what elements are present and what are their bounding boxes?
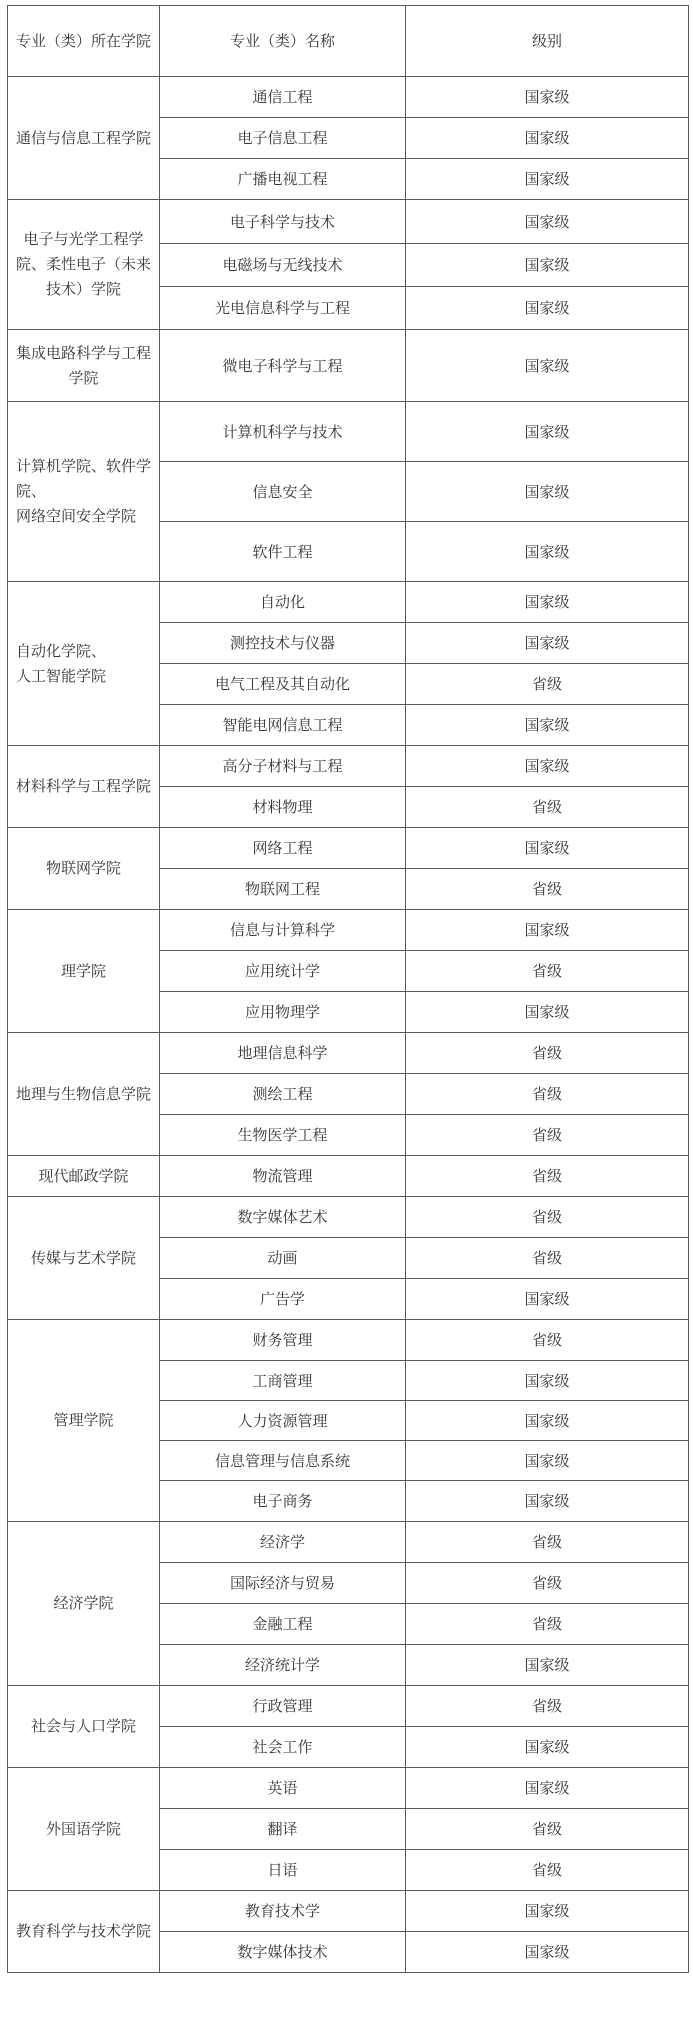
major-cell: 教育技术学 — [160, 1891, 406, 1932]
level-cell: 省级 — [406, 1156, 689, 1197]
major-cell: 材料物理 — [160, 787, 406, 828]
college-cell: 理学院 — [8, 910, 160, 1033]
major-cell: 生物医学工程 — [160, 1115, 406, 1156]
table-row — [8, 1197, 689, 1238]
table-row — [8, 1033, 689, 1074]
level-cell: 国家级 — [406, 582, 689, 623]
major-cell: 数字媒体艺术 — [160, 1197, 406, 1238]
header-row — [8, 6, 689, 77]
college-cell: 通信与信息工程学院 — [8, 77, 160, 200]
level-cell: 国家级 — [406, 200, 689, 244]
major-cell: 国际经济与贸易 — [160, 1563, 406, 1604]
level-cell: 国家级 — [406, 1441, 689, 1481]
major-cell: 测控技术与仪器 — [160, 623, 406, 664]
major-cell: 英语 — [160, 1768, 406, 1809]
level-cell: 省级 — [406, 1809, 689, 1850]
level-cell: 省级 — [406, 869, 689, 910]
table-row — [8, 910, 689, 951]
level-cell: 国家级 — [406, 77, 689, 118]
level-cell: 国家级 — [406, 1891, 689, 1932]
level-cell: 国家级 — [406, 1481, 689, 1522]
major-cell: 金融工程 — [160, 1604, 406, 1645]
major-cell: 测绘工程 — [160, 1074, 406, 1115]
major-cell: 地理信息科学 — [160, 1033, 406, 1074]
college-cell: 自动化学院、 人工智能学院 — [8, 582, 160, 746]
table-row — [8, 582, 689, 623]
header-major: 专业（类）名称 — [160, 6, 406, 77]
major-cell: 计算机科学与技术 — [160, 402, 406, 462]
level-cell: 国家级 — [406, 462, 689, 522]
level-cell: 国家级 — [406, 1279, 689, 1320]
header-college: 专业（类）所在学院 — [8, 6, 160, 77]
major-cell: 应用物理学 — [160, 992, 406, 1033]
major-cell: 广告学 — [160, 1279, 406, 1320]
major-cell: 电气工程及其自动化 — [160, 664, 406, 705]
major-cell: 经济学 — [160, 1522, 406, 1563]
level-cell: 省级 — [406, 1115, 689, 1156]
college-cell: 物联网学院 — [8, 828, 160, 910]
level-cell: 省级 — [406, 1522, 689, 1563]
major-cell: 软件工程 — [160, 522, 406, 582]
level-cell: 国家级 — [406, 1727, 689, 1768]
table-row — [8, 1686, 689, 1727]
level-cell: 省级 — [406, 1197, 689, 1238]
table-row — [8, 1768, 689, 1809]
level-cell: 省级 — [406, 1563, 689, 1604]
major-cell: 物联网工程 — [160, 869, 406, 910]
major-cell: 应用统计学 — [160, 951, 406, 992]
level-cell: 国家级 — [406, 746, 689, 787]
level-cell: 国家级 — [406, 287, 689, 330]
level-cell: 国家级 — [406, 623, 689, 664]
major-cell: 信息管理与信息系统 — [160, 1441, 406, 1481]
table-row — [8, 1320, 689, 1361]
college-cell: 经济学院 — [8, 1522, 160, 1686]
level-cell: 国家级 — [406, 1932, 689, 1973]
major-cell: 经济统计学 — [160, 1645, 406, 1686]
major-cell: 数字媒体技术 — [160, 1932, 406, 1973]
table-row — [8, 402, 689, 462]
major-cell: 广播电视工程 — [160, 159, 406, 200]
college-cell: 外国语学院 — [8, 1768, 160, 1891]
major-cell: 行政管理 — [160, 1686, 406, 1727]
major-cell: 社会工作 — [160, 1727, 406, 1768]
college-cell: 集成电路科学与工程学院 — [8, 330, 160, 402]
major-cell: 信息与计算科学 — [160, 910, 406, 951]
major-cell: 高分子材料与工程 — [160, 746, 406, 787]
major-cell: 物流管理 — [160, 1156, 406, 1197]
level-cell: 省级 — [406, 1074, 689, 1115]
level-cell: 省级 — [406, 1320, 689, 1361]
level-cell: 国家级 — [406, 330, 689, 402]
college-cell: 计算机学院、软件学院、 网络空间安全学院 — [8, 402, 160, 582]
college-cell: 电子与光学工程学院、柔性电子（未来技术）学院 — [8, 200, 160, 330]
table-row — [8, 746, 689, 787]
level-cell: 国家级 — [406, 159, 689, 200]
level-cell: 省级 — [406, 664, 689, 705]
major-cell: 动画 — [160, 1238, 406, 1279]
table-row — [8, 1156, 689, 1197]
table-row — [8, 1522, 689, 1563]
college-cell: 现代邮政学院 — [8, 1156, 160, 1197]
level-cell: 国家级 — [406, 1401, 689, 1441]
level-cell: 国家级 — [406, 522, 689, 582]
level-cell: 省级 — [406, 951, 689, 992]
level-cell: 省级 — [406, 1033, 689, 1074]
majors-table — [7, 5, 689, 1973]
table-row — [8, 1891, 689, 1932]
college-cell: 地理与生物信息学院 — [8, 1033, 160, 1156]
major-cell: 通信工程 — [160, 77, 406, 118]
header-level: 级别 — [406, 6, 689, 77]
major-cell: 电子商务 — [160, 1481, 406, 1522]
major-cell: 微电子科学与工程 — [160, 330, 406, 402]
level-cell: 国家级 — [406, 705, 689, 746]
level-cell: 国家级 — [406, 402, 689, 462]
table-row — [8, 77, 689, 118]
major-cell: 电磁场与无线技术 — [160, 244, 406, 287]
major-cell: 信息安全 — [160, 462, 406, 522]
level-cell: 国家级 — [406, 1361, 689, 1401]
table-row — [8, 330, 689, 402]
major-cell: 光电信息科学与工程 — [160, 287, 406, 330]
level-cell: 省级 — [406, 1604, 689, 1645]
level-cell: 国家级 — [406, 118, 689, 159]
level-cell: 省级 — [406, 1238, 689, 1279]
major-cell: 财务管理 — [160, 1320, 406, 1361]
level-cell: 国家级 — [406, 1645, 689, 1686]
major-cell: 电子信息工程 — [160, 118, 406, 159]
level-cell: 国家级 — [406, 992, 689, 1033]
major-cell: 翻译 — [160, 1809, 406, 1850]
major-cell: 自动化 — [160, 582, 406, 623]
major-cell: 电子科学与技术 — [160, 200, 406, 244]
college-cell: 传媒与艺术学院 — [8, 1197, 160, 1320]
college-cell: 教育科学与技术学院 — [8, 1891, 160, 1973]
college-cell: 材料科学与工程学院 — [8, 746, 160, 828]
major-cell: 智能电网信息工程 — [160, 705, 406, 746]
level-cell: 省级 — [406, 1686, 689, 1727]
major-cell: 网络工程 — [160, 828, 406, 869]
level-cell: 国家级 — [406, 910, 689, 951]
table-row — [8, 828, 689, 869]
major-cell: 人力资源管理 — [160, 1401, 406, 1441]
major-cell: 工商管理 — [160, 1361, 406, 1401]
level-cell: 省级 — [406, 1850, 689, 1891]
level-cell: 国家级 — [406, 244, 689, 287]
college-cell: 管理学院 — [8, 1320, 160, 1522]
level-cell: 国家级 — [406, 828, 689, 869]
college-cell: 社会与人口学院 — [8, 1686, 160, 1768]
level-cell: 省级 — [406, 787, 689, 828]
table-row — [8, 200, 689, 244]
table-body — [8, 77, 689, 1973]
level-cell: 国家级 — [406, 1768, 689, 1809]
major-cell: 日语 — [160, 1850, 406, 1891]
